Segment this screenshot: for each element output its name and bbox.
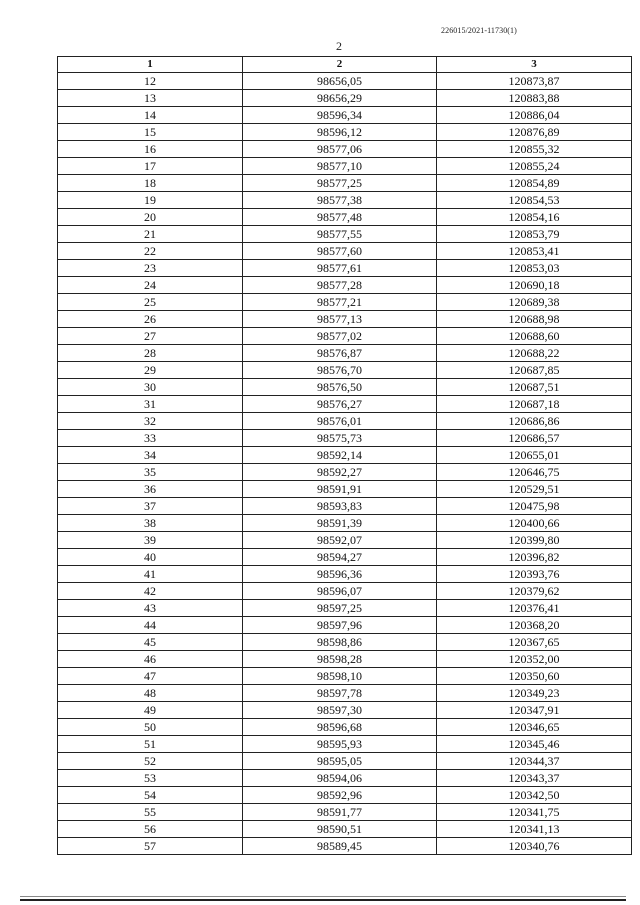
y-coordinate-cell: 120396,82 <box>437 549 632 566</box>
y-coordinate-cell: 120341,13 <box>437 821 632 838</box>
point-number-cell: 55 <box>58 804 243 821</box>
x-coordinate-cell: 98577,61 <box>243 260 437 277</box>
x-coordinate-cell: 98577,28 <box>243 277 437 294</box>
table-row <box>58 787 632 804</box>
y-coordinate-cell: 120876,89 <box>437 124 632 141</box>
table-row <box>58 73 632 90</box>
y-coordinate-cell: 120690,18 <box>437 277 632 294</box>
y-coordinate-cell: 120376,41 <box>437 600 632 617</box>
y-coordinate-cell: 120529,51 <box>437 481 632 498</box>
table-row <box>58 192 632 209</box>
y-coordinate-cell: 120873,87 <box>437 73 632 90</box>
table-row <box>58 532 632 549</box>
x-coordinate-cell: 98576,01 <box>243 413 437 430</box>
y-coordinate-cell: 120346,65 <box>437 719 632 736</box>
coordinates-table <box>57 56 632 855</box>
x-coordinate-cell: 98596,07 <box>243 583 437 600</box>
x-coordinate-cell: 98656,05 <box>243 73 437 90</box>
table-row <box>58 668 632 685</box>
point-number-cell: 42 <box>58 583 243 600</box>
point-number-cell: 33 <box>58 430 243 447</box>
table-row <box>58 821 632 838</box>
point-number-cell: 39 <box>58 532 243 549</box>
y-coordinate-cell: 120855,32 <box>437 141 632 158</box>
table-row <box>58 328 632 345</box>
x-coordinate-cell: 98592,96 <box>243 787 437 804</box>
x-coordinate-cell: 98576,27 <box>243 396 437 413</box>
y-coordinate-cell: 120646,75 <box>437 464 632 481</box>
point-number-cell: 35 <box>58 464 243 481</box>
point-number-cell: 51 <box>58 736 243 753</box>
page-number: 2 <box>336 39 342 53</box>
y-coordinate-cell: 120367,65 <box>437 634 632 651</box>
point-number-cell: 24 <box>58 277 243 294</box>
table-row <box>58 549 632 566</box>
y-coordinate-cell: 120343,37 <box>437 770 632 787</box>
x-coordinate-cell: 98577,55 <box>243 226 437 243</box>
y-coordinate-cell: 120340,76 <box>437 838 632 855</box>
x-coordinate-cell: 98589,45 <box>243 838 437 855</box>
point-number-cell: 40 <box>58 549 243 566</box>
point-number-cell: 36 <box>58 481 243 498</box>
table-row <box>58 396 632 413</box>
table-row <box>58 209 632 226</box>
table-row <box>58 702 632 719</box>
point-number-cell: 32 <box>58 413 243 430</box>
y-coordinate-cell: 120883,88 <box>437 90 632 107</box>
y-coordinate-cell: 120344,37 <box>437 753 632 770</box>
y-coordinate-cell: 120686,86 <box>437 413 632 430</box>
point-number-cell: 57 <box>58 838 243 855</box>
x-coordinate-cell: 98598,28 <box>243 651 437 668</box>
table-body <box>58 73 632 855</box>
table-row <box>58 719 632 736</box>
point-number-cell: 28 <box>58 345 243 362</box>
x-coordinate-cell: 98576,50 <box>243 379 437 396</box>
table-row <box>58 430 632 447</box>
table-row <box>58 515 632 532</box>
table-row <box>58 447 632 464</box>
x-coordinate-cell: 98591,91 <box>243 481 437 498</box>
x-coordinate-cell: 98596,12 <box>243 124 437 141</box>
y-coordinate-cell: 120400,66 <box>437 515 632 532</box>
point-number-cell: 53 <box>58 770 243 787</box>
y-coordinate-cell: 120655,01 <box>437 447 632 464</box>
point-number-cell: 30 <box>58 379 243 396</box>
x-coordinate-cell: 98577,02 <box>243 328 437 345</box>
x-coordinate-cell: 98595,05 <box>243 753 437 770</box>
x-coordinate-cell: 98577,21 <box>243 294 437 311</box>
point-number-cell: 49 <box>58 702 243 719</box>
y-coordinate-cell: 120368,20 <box>437 617 632 634</box>
table-row <box>58 464 632 481</box>
y-coordinate-cell: 120347,91 <box>437 702 632 719</box>
point-number-cell: 31 <box>58 396 243 413</box>
y-coordinate-cell: 120687,51 <box>437 379 632 396</box>
point-number-cell: 14 <box>58 107 243 124</box>
x-coordinate-cell: 98590,51 <box>243 821 437 838</box>
x-coordinate-cell: 98576,87 <box>243 345 437 362</box>
x-coordinate-cell: 98596,34 <box>243 107 437 124</box>
y-coordinate-cell: 120854,16 <box>437 209 632 226</box>
x-coordinate-cell: 98598,10 <box>243 668 437 685</box>
footer-divider <box>20 899 626 901</box>
y-coordinate-cell: 120853,79 <box>437 226 632 243</box>
point-number-cell: 48 <box>58 685 243 702</box>
point-number-cell: 21 <box>58 226 243 243</box>
point-number-cell: 20 <box>58 209 243 226</box>
y-coordinate-cell: 120855,24 <box>437 158 632 175</box>
table-row <box>58 413 632 430</box>
table-row <box>58 90 632 107</box>
point-number-cell: 45 <box>58 634 243 651</box>
point-number-cell: 19 <box>58 192 243 209</box>
y-coordinate-cell: 120342,50 <box>437 787 632 804</box>
x-coordinate-cell: 98592,07 <box>243 532 437 549</box>
y-coordinate-cell: 120854,89 <box>437 175 632 192</box>
table-row <box>58 158 632 175</box>
y-coordinate-cell: 120341,75 <box>437 804 632 821</box>
column-header-2: 2 <box>243 57 437 73</box>
table-row <box>58 294 632 311</box>
x-coordinate-cell: 98595,93 <box>243 736 437 753</box>
table-row <box>58 651 632 668</box>
point-number-cell: 18 <box>58 175 243 192</box>
y-coordinate-cell: 120349,23 <box>437 685 632 702</box>
y-coordinate-cell: 120687,85 <box>437 362 632 379</box>
point-number-cell: 26 <box>58 311 243 328</box>
y-coordinate-cell: 120689,38 <box>437 294 632 311</box>
y-coordinate-cell: 120686,57 <box>437 430 632 447</box>
point-number-cell: 56 <box>58 821 243 838</box>
point-number-cell: 12 <box>58 73 243 90</box>
table-row <box>58 566 632 583</box>
point-number-cell: 13 <box>58 90 243 107</box>
y-coordinate-cell: 120345,46 <box>437 736 632 753</box>
x-coordinate-cell: 98597,30 <box>243 702 437 719</box>
point-number-cell: 16 <box>58 141 243 158</box>
table-row <box>58 634 632 651</box>
x-coordinate-cell: 98656,29 <box>243 90 437 107</box>
table-row <box>58 583 632 600</box>
table-row <box>58 770 632 787</box>
table-row <box>58 379 632 396</box>
point-number-cell: 23 <box>58 260 243 277</box>
x-coordinate-cell: 98575,73 <box>243 430 437 447</box>
y-coordinate-cell: 120853,03 <box>437 260 632 277</box>
y-coordinate-cell: 120886,04 <box>437 107 632 124</box>
x-coordinate-cell: 98596,68 <box>243 719 437 736</box>
y-coordinate-cell: 120687,18 <box>437 396 632 413</box>
table-row <box>58 617 632 634</box>
table-row <box>58 107 632 124</box>
column-header-1: 1 <box>58 57 243 73</box>
y-coordinate-cell: 120688,98 <box>437 311 632 328</box>
x-coordinate-cell: 98577,06 <box>243 141 437 158</box>
table-row <box>58 753 632 770</box>
x-coordinate-cell: 98597,96 <box>243 617 437 634</box>
table-row <box>58 736 632 753</box>
x-coordinate-cell: 98577,38 <box>243 192 437 209</box>
x-coordinate-cell: 98591,39 <box>243 515 437 532</box>
y-coordinate-cell: 120350,60 <box>437 668 632 685</box>
x-coordinate-cell: 98594,27 <box>243 549 437 566</box>
point-number-cell: 22 <box>58 243 243 260</box>
point-number-cell: 25 <box>58 294 243 311</box>
table-row <box>58 243 632 260</box>
x-coordinate-cell: 98598,86 <box>243 634 437 651</box>
point-number-cell: 34 <box>58 447 243 464</box>
table-row <box>58 260 632 277</box>
point-number-cell: 50 <box>58 719 243 736</box>
table-header-row <box>58 57 632 73</box>
table-row <box>58 838 632 855</box>
point-number-cell: 41 <box>58 566 243 583</box>
point-number-cell: 15 <box>58 124 243 141</box>
table-row <box>58 141 632 158</box>
x-coordinate-cell: 98577,10 <box>243 158 437 175</box>
x-coordinate-cell: 98577,25 <box>243 175 437 192</box>
x-coordinate-cell: 98592,27 <box>243 464 437 481</box>
x-coordinate-cell: 98577,60 <box>243 243 437 260</box>
table-row <box>58 277 632 294</box>
x-coordinate-cell: 98576,70 <box>243 362 437 379</box>
footer-divider-thin <box>20 896 626 897</box>
column-header-3: 3 <box>437 57 632 73</box>
x-coordinate-cell: 98594,06 <box>243 770 437 787</box>
y-coordinate-cell: 120475,98 <box>437 498 632 515</box>
point-number-cell: 38 <box>58 515 243 532</box>
table-row <box>58 226 632 243</box>
x-coordinate-cell: 98591,77 <box>243 804 437 821</box>
point-number-cell: 27 <box>58 328 243 345</box>
y-coordinate-cell: 120853,41 <box>437 243 632 260</box>
table-row <box>58 600 632 617</box>
point-number-cell: 37 <box>58 498 243 515</box>
table-row <box>58 175 632 192</box>
table-row <box>58 345 632 362</box>
point-number-cell: 54 <box>58 787 243 804</box>
table-row <box>58 124 632 141</box>
table-row <box>58 362 632 379</box>
table-row <box>58 685 632 702</box>
table-row <box>58 498 632 515</box>
x-coordinate-cell: 98597,25 <box>243 600 437 617</box>
y-coordinate-cell: 120688,22 <box>437 345 632 362</box>
x-coordinate-cell: 98577,48 <box>243 209 437 226</box>
point-number-cell: 44 <box>58 617 243 634</box>
x-coordinate-cell: 98593,83 <box>243 498 437 515</box>
table-row <box>58 804 632 821</box>
x-coordinate-cell: 98597,78 <box>243 685 437 702</box>
y-coordinate-cell: 120393,76 <box>437 566 632 583</box>
point-number-cell: 52 <box>58 753 243 770</box>
document-id: 226015/2021-11730(1) <box>441 26 517 35</box>
y-coordinate-cell: 120352,00 <box>437 651 632 668</box>
point-number-cell: 17 <box>58 158 243 175</box>
point-number-cell: 29 <box>58 362 243 379</box>
y-coordinate-cell: 120688,60 <box>437 328 632 345</box>
y-coordinate-cell: 120379,62 <box>437 583 632 600</box>
point-number-cell: 47 <box>58 668 243 685</box>
y-coordinate-cell: 120854,53 <box>437 192 632 209</box>
table-row <box>58 311 632 328</box>
y-coordinate-cell: 120399,80 <box>437 532 632 549</box>
table-row <box>58 481 632 498</box>
point-number-cell: 46 <box>58 651 243 668</box>
x-coordinate-cell: 98592,14 <box>243 447 437 464</box>
point-number-cell: 43 <box>58 600 243 617</box>
x-coordinate-cell: 98577,13 <box>243 311 437 328</box>
x-coordinate-cell: 98596,36 <box>243 566 437 583</box>
